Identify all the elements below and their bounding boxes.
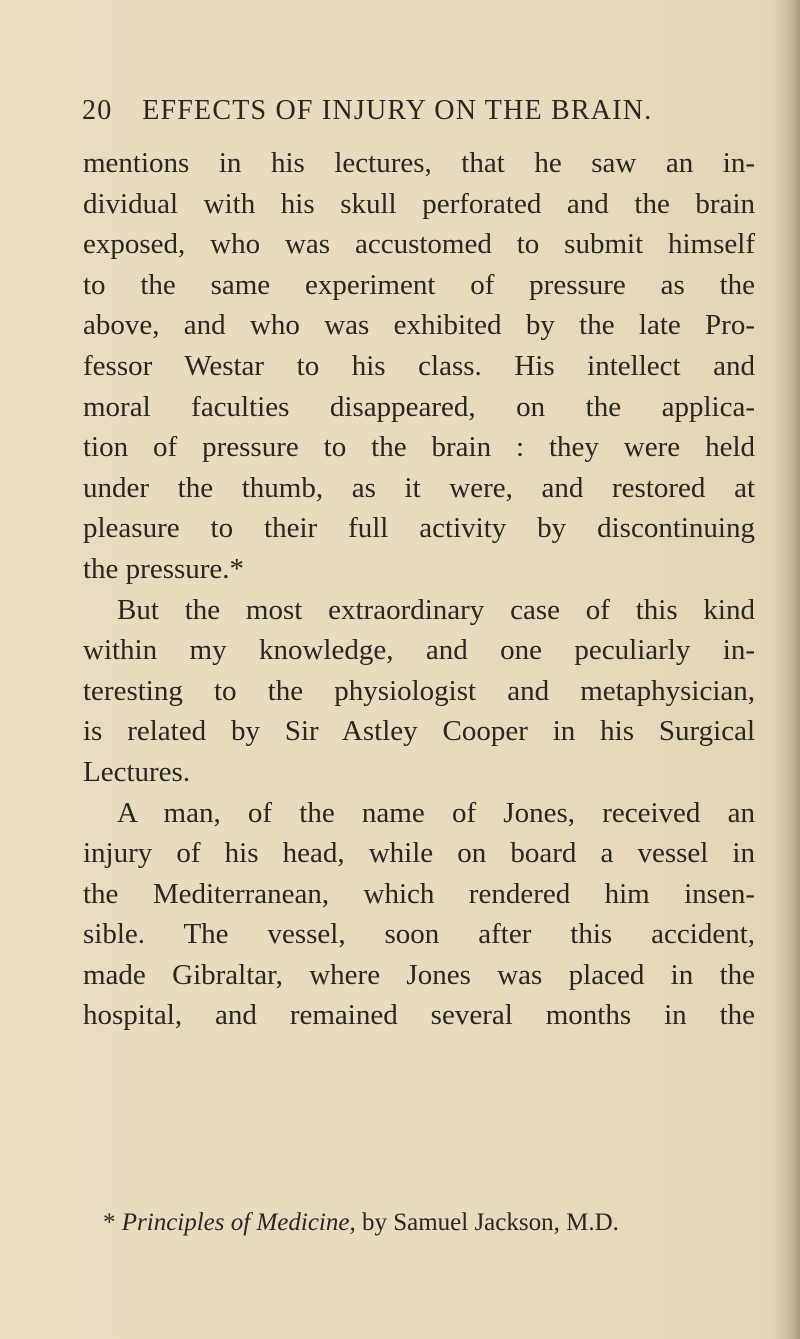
text-line: A man, of the name of Jones, received an bbox=[117, 796, 755, 829]
text-line: But the most extraordinary case of this kind bbox=[117, 593, 755, 626]
text-line: Lectures. bbox=[83, 755, 191, 788]
text-line: fessor Westar to his class. His intellect and bbox=[83, 349, 755, 382]
text-line: teresting to the physiologist and metaphysician, bbox=[83, 674, 755, 707]
text-line: exposed, who was accustomed to submit himself bbox=[83, 228, 755, 261]
text-line: the pressure.* bbox=[83, 552, 245, 585]
footnote bbox=[103, 1209, 743, 1237]
running-title: EFFECTS OF INJURY ON THE BRAIN. bbox=[142, 95, 653, 126]
text-line: injury of his head, while on board a vessel in bbox=[83, 837, 755, 870]
text-line: within my knowledge, and one peculiarly in- bbox=[83, 634, 755, 667]
footnote-book-title: Principles of Medicine, bbox=[121, 1209, 356, 1236]
text-line: pleasure to their full activity by discontinuing bbox=[83, 512, 755, 545]
text-line: tion of pressure to the brain : they were held bbox=[83, 431, 755, 464]
text-line: dividual with his skull perforated and the brain bbox=[83, 187, 755, 220]
footnote-author: by Samuel Jackson, M.D. bbox=[361, 1209, 619, 1236]
page-number: 20 bbox=[82, 95, 113, 126]
text-line: mentions in his lectures, that he saw an in- bbox=[83, 147, 755, 179]
text-line: is related by Sir Astley Cooper in his Surgical bbox=[83, 715, 755, 748]
text-line: under the thumb, as it were, and restored at bbox=[83, 471, 755, 504]
text-line: sible. The vessel, soon after this accident, bbox=[83, 918, 755, 951]
footnote-marker: * bbox=[103, 1209, 116, 1236]
text-line: above, and who was exhibited by the late Pro- bbox=[83, 309, 755, 342]
text-line: made Gibraltar, where Jones was placed in the bbox=[83, 958, 755, 991]
text-line: the Mediterranean, which rendered him insen- bbox=[83, 877, 755, 910]
running-header bbox=[82, 95, 722, 127]
text-line: moral faculties disappeared, on the applica- bbox=[83, 390, 755, 423]
text-line: hospital, and remained several months in the bbox=[83, 999, 755, 1032]
page-edge-shadow bbox=[774, 0, 800, 1339]
text-line: to the same experiment of pressure as the bbox=[83, 268, 755, 301]
body-text bbox=[83, 143, 755, 1036]
